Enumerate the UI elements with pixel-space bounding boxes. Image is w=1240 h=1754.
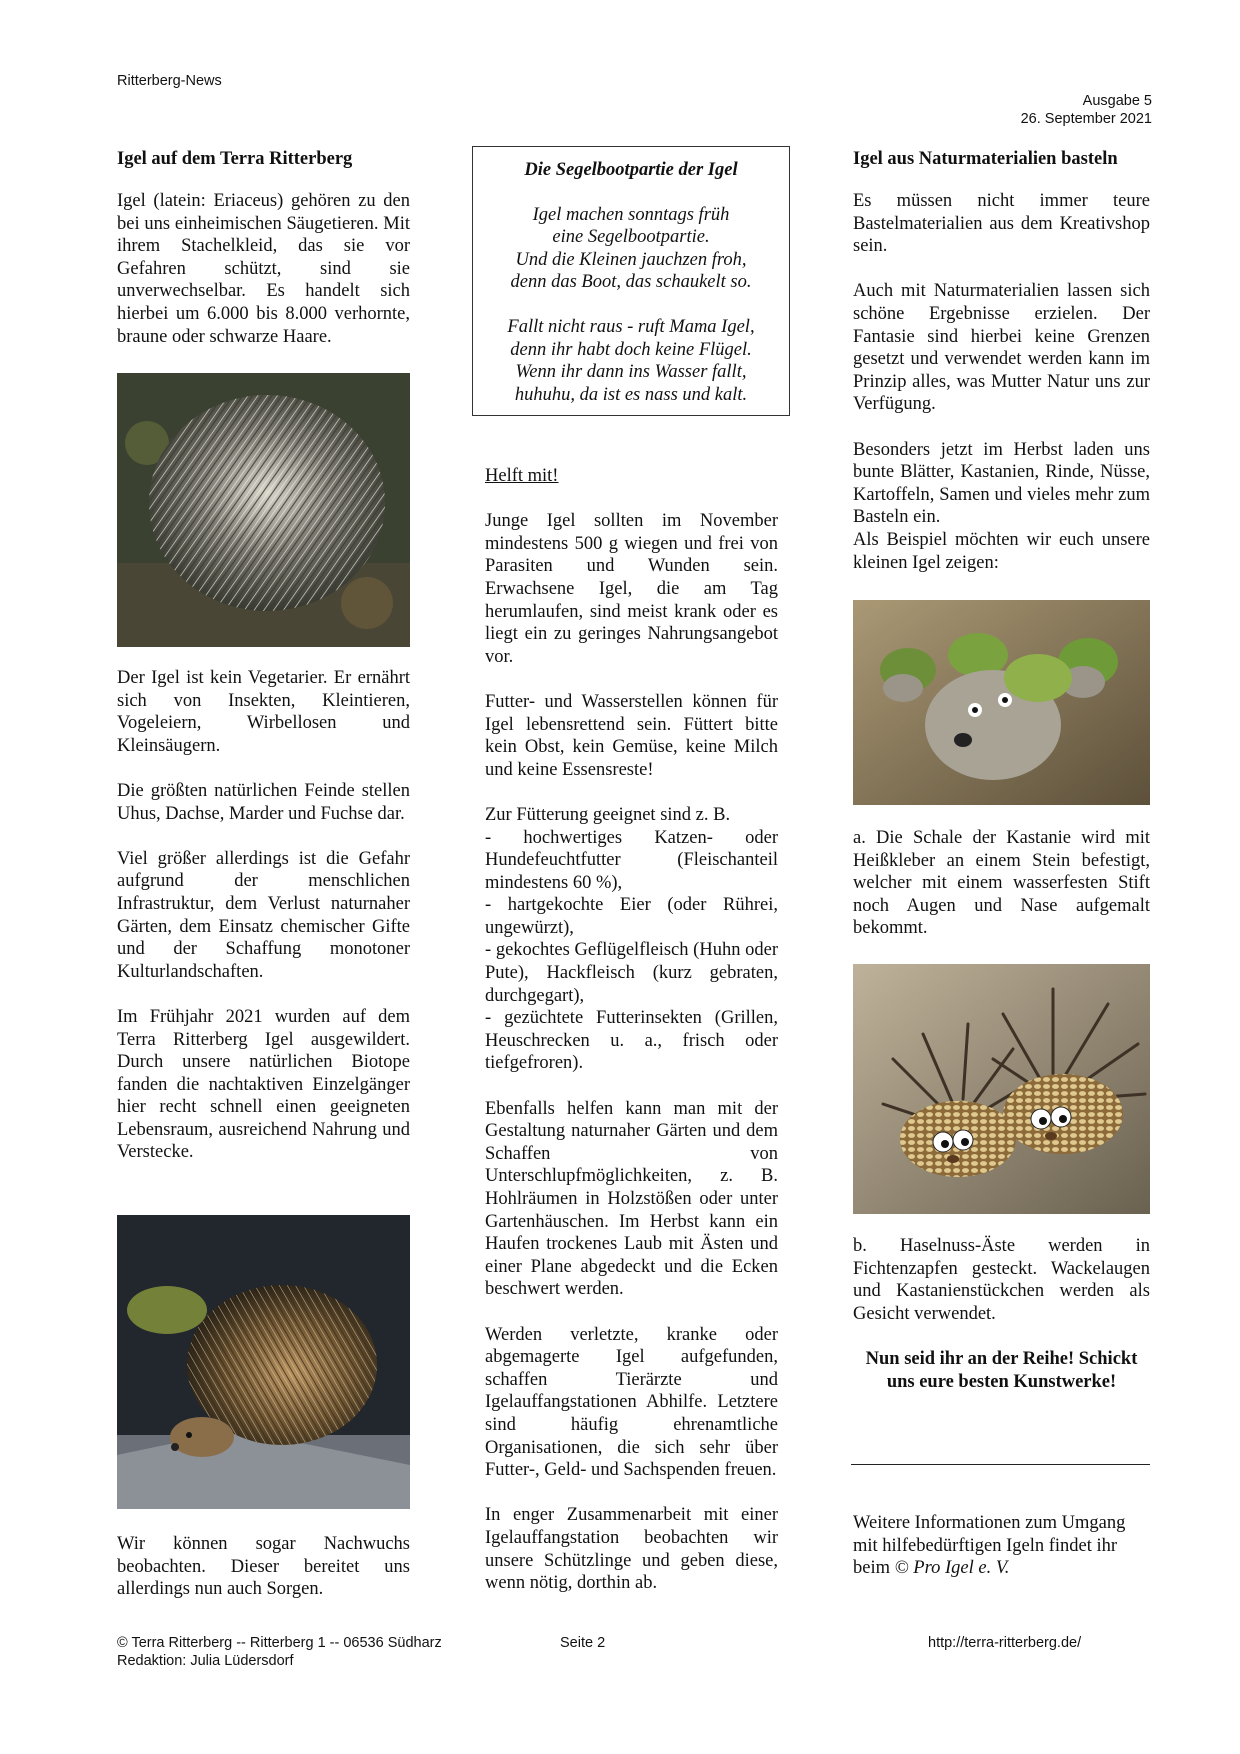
poem-line: Fallt nicht raus - ruft Mama Igel, bbox=[507, 316, 755, 337]
poem-stanza-2 bbox=[473, 316, 789, 406]
article-paragraph: Futter- und Wasserstellen können für Igel lebensrettend sein. Füttert bitte kein Obst, kein Gemüse, keine Milch und keine Essensreste! bbox=[485, 691, 778, 780]
page-number: Seite 2 bbox=[560, 1635, 606, 1651]
footer-editor: Redaktion: Julia Lüdersdorf bbox=[117, 1653, 294, 1669]
article-help-column bbox=[485, 465, 778, 1617]
article-paragraph: Werden verletzte, kranke oder abgemagerte Igel aufgefunden, schaffen Tierärzte und Igelauffangstationen Abhilfe. Letztere sind häufig ehrenamtliche Organisationen, die sich sehr über Futter-, Geld- und Sachspenden freuen. bbox=[485, 1324, 778, 1481]
hedgehog-photo-2 bbox=[117, 1215, 410, 1509]
article-title: Igel auf dem Terra Ritterberg bbox=[117, 149, 353, 169]
divider-line bbox=[851, 1464, 1150, 1465]
pro-igel-reference: © Pro Igel e. V. bbox=[894, 1558, 1010, 1579]
article-hedgehogs-continued bbox=[117, 667, 410, 1187]
list-item: - hochwertiges Katzen- oder Hundefeuchtfutter (Fleischanteil mindestens 60 %), bbox=[485, 827, 778, 893]
image-caption: b. Haselnuss-Äste werden in Fichtenzapfen gesteckt. Wackelaugen und Kastanienstückchen werden als Gesicht verwendet. bbox=[853, 1236, 1150, 1324]
poem-line: huhuhu, da ist es nass und kalt. bbox=[514, 384, 748, 405]
list-item: - hartgekochte Eier (oder Rührei, ungewürzt), bbox=[485, 895, 778, 938]
info-block bbox=[853, 1512, 1150, 1602]
caption-a-block bbox=[853, 827, 1150, 963]
footer-copyright: © Terra Ritterberg -- Ritterberg 1 -- 06536 Südharz bbox=[117, 1635, 442, 1651]
article-paragraph: Es müssen nicht immer teure Bastelmaterialien aus dem Kreativshop sein. bbox=[853, 191, 1150, 257]
list-item: - gezüchtete Futterinsekten (Grillen, Heuschrecken u. a., frisch oder tiefgefroren). bbox=[485, 1008, 778, 1074]
article-paragraph: Igel (latein: Eriaceus) gehören zu den bei uns einheimischen Säugetieren. Mit ihrem Stachelkleid, das sie vor Gefahren schützt, sind sie unverwechselbar. Es handelt sich hierbei um 6.000 bis 8.000 verhornte, braune oder schwarze Haare. bbox=[117, 191, 410, 347]
article-paragraph: In enger Zusammenarbeit mit einer Igelauffangstation beobachten wir unsere Schützlinge und geben diese, wenn nötig, dorthin ab. bbox=[485, 1505, 778, 1594]
footer-website-link[interactable]: http://terra-ritterberg.de/ bbox=[928, 1635, 1082, 1651]
feeding-list bbox=[485, 804, 778, 1075]
poem-box bbox=[472, 146, 790, 416]
chestnut-hedgehogs-photo bbox=[853, 600, 1150, 805]
list-item: - gekochtes Geflügelfleisch (Huhn oder Pute), Hackfleisch (kurz gebraten, durchgegart), bbox=[485, 940, 778, 1006]
article-paragraph: Viel größer allerdings ist die Gefahr aufgrund der menschlichen Infrastruktur, dem Verlust naturnaher Gärten, dem Einsatz chemischer Gifte und der Schaffung monotoner Kulturlandschaften. bbox=[117, 848, 410, 982]
article-paragraph: Im Frühjahr 2021 wurden auf dem Terra Ritterberg Igel ausgewildert. Durch unsere natürlichen Biotope fanden die nachtaktiven Einzelgänger hier recht schnell einen geeigneten Lebensraum, ausreichend Nahrung und Verstecke. bbox=[117, 1006, 410, 1163]
paragraph-part: Als Beispiel möchten wir euch unsere kleinen Igel zeigen: bbox=[853, 529, 1150, 573]
article-title: Igel aus Naturmaterialien basteln bbox=[853, 149, 1118, 169]
publication-name: Ritterberg-News bbox=[117, 73, 222, 89]
issue-number: Ausgabe 5 bbox=[1082, 93, 1152, 109]
poem-line: Wenn ihr dann ins Wasser fallt, bbox=[515, 362, 747, 383]
poem-line: denn das Boot, das schaukelt so. bbox=[510, 272, 752, 293]
poem-title: Die Segelbootpartie der Igel bbox=[524, 160, 738, 180]
footer-address bbox=[117, 1634, 442, 1670]
article-paragraph bbox=[853, 439, 1150, 575]
hedgehog-photo-1 bbox=[117, 373, 410, 647]
poem-line: eine Segelbootpartie. bbox=[552, 227, 710, 248]
poem-line: Und die Kleinen jauchzen froh, bbox=[515, 249, 747, 270]
list-intro: Zur Fütterung geeignet sind z. B. bbox=[485, 804, 731, 825]
paragraph-part: Besonders jetzt im Herbst laden uns bunte Blätter, Kastanien, Rinde, Nüsse, Kartoffeln, Samen und vieles mehr zum Basteln ein. bbox=[853, 439, 1150, 528]
article-paragraph: Die größten natürlichen Feinde stellen Uhus, Dachse, Marder und Fuchse dar. bbox=[117, 780, 410, 824]
article-paragraph: Der Igel ist kein Vegetarier. Er ernährt sich von Insekten, Kleintieren, Vogeleiern, Wirbellosen und Kleinsäugern. bbox=[117, 668, 410, 756]
article-hedgehogs-end bbox=[117, 1533, 410, 1623]
pinecone-hedgehogs-photo bbox=[853, 964, 1150, 1214]
article-subtitle: Helft mit! bbox=[485, 466, 559, 486]
poem-line: Igel machen sonntags früh bbox=[532, 204, 730, 225]
info-text bbox=[853, 1512, 1150, 1580]
article-craft-column bbox=[853, 148, 1150, 597]
article-hedgehogs-column bbox=[117, 148, 410, 371]
issue-info bbox=[1021, 92, 1152, 128]
issue-date: 26. September 2021 bbox=[1020, 111, 1152, 127]
caption-b-block bbox=[853, 1235, 1150, 1416]
article-paragraph: Auch mit Naturmaterialien lassen sich schöne Ergebnisse erzielen. Der Fantasie sind hierbei keine Grenzen gesetzt und verwendet werden kann im Prinzip alles, was Mutter Natur uns zur Verfügung. bbox=[853, 281, 1150, 415]
image-caption: a. Die Schale der Kastanie wird mit Heißkleber an einem Stein befestigt, welcher mit einem wasserfesten Stift noch Augen und Nase aufgemalt bekommt. bbox=[853, 828, 1150, 939]
article-paragraph: Junge Igel sollten im November mindestens 500 g wiegen und frei von Parasiten und Wunden sein. Erwachsene Igel, die am Tag herumlaufen, sind meist krank oder es liegt ein zu geringes Nahrungsangebot vor. bbox=[485, 511, 778, 667]
article-paragraph: Wir können sogar Nachwuchs beobachten. Dieser bereitet uns allerdings nun auch Sorgen. bbox=[117, 1534, 410, 1600]
call-to-action: Nun seid ihr an der Reihe! Schickt uns eure besten Kunstwerke! bbox=[865, 1348, 1138, 1392]
article-paragraph: Ebenfalls helfen kann man mit der Gestaltung naturnaher Gärten und dem Schaffen von Unterschlupfmöglichkeiten, z. B. Hohlräumen in Holzstößen oder unter Gartenhäuschen. Im Herbst kann ein Haufen trockenes Laub mit Ästen und einer Plane abgedeckt und die Ecken beschwert werden. bbox=[485, 1098, 778, 1300]
info-sentence: Weitere Informationen zum Umgang mit hilfebedürftigen Igeln findet ihr beim bbox=[853, 1513, 1126, 1579]
poem-stanza-1 bbox=[473, 204, 789, 294]
poem-line: denn ihr habt doch keine Flügel. bbox=[510, 339, 752, 360]
